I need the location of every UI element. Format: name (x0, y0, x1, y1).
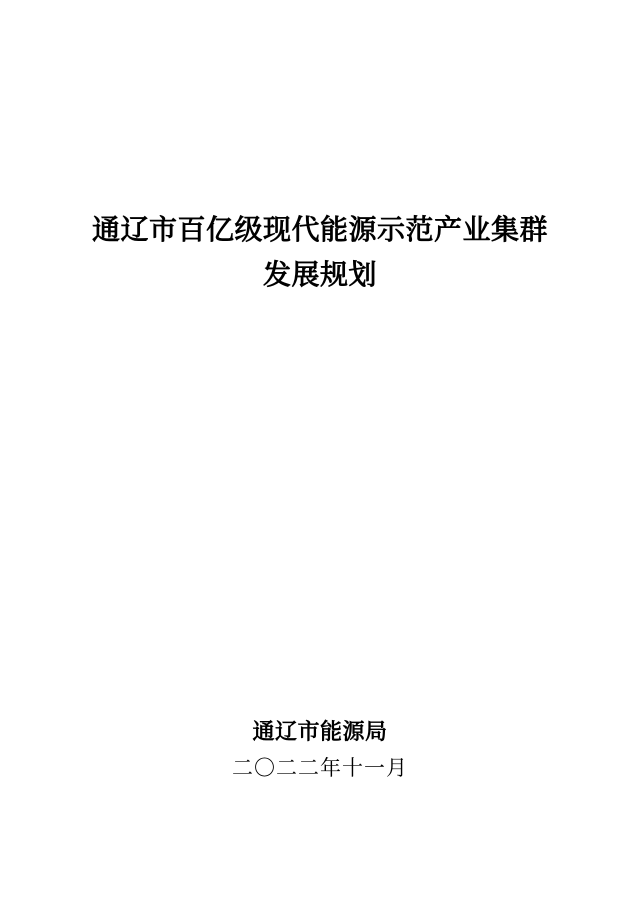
document-title-line2: 发展规划 (262, 258, 377, 291)
cover-footer (0, 714, 640, 786)
document-title-line1: 通辽市百亿级现代能源示范产业集群 (91, 213, 548, 246)
issuing-organization: 通辽市能源局 (252, 719, 388, 745)
document-title (0, 207, 640, 297)
publication-date: 二〇二二年十一月 (232, 756, 408, 780)
